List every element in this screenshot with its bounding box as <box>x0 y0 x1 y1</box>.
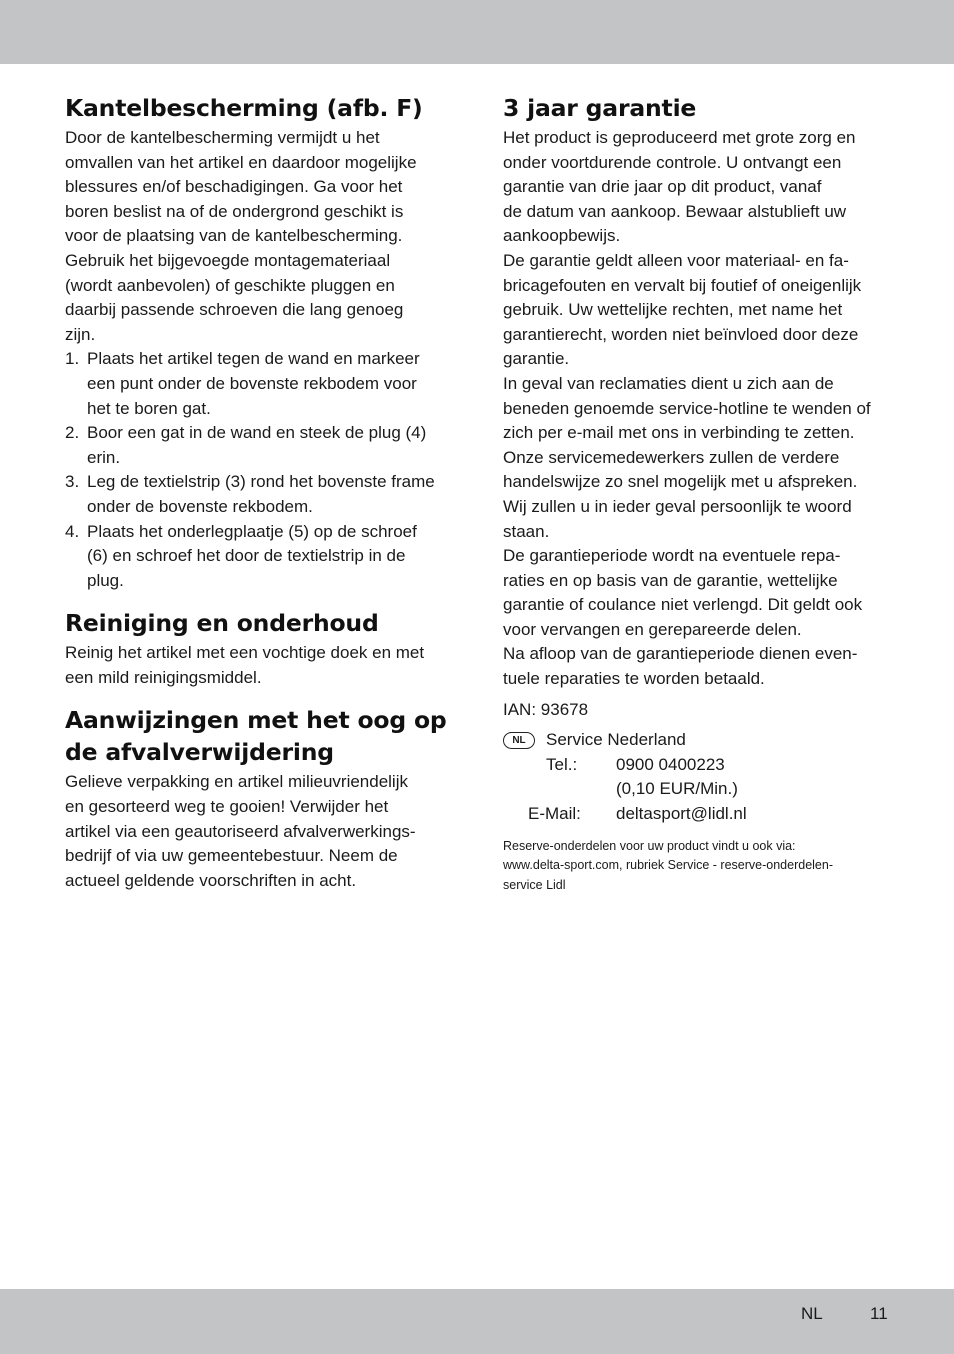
left-column <box>65 92 457 907</box>
text-line: Het product is geproduceerd met grote zorg en <box>503 128 856 147</box>
service-tel-row <box>503 753 895 778</box>
text-line: daarbij passende schroeven die lang genoeg <box>65 300 404 320</box>
text-line: voor vervangen en gerepareerde delen. <box>503 619 802 639</box>
step-number: 2. <box>65 423 80 443</box>
text-line: bricagefouten en vervalt bij foutief of oneigenlijk <box>503 275 862 295</box>
section-title: 3 jaar garantie <box>503 94 697 122</box>
text-line: beneden genoemde service-hotline te wenden of <box>503 398 871 418</box>
text-line: De garantie geldt alleen voor materiaal- en fa- <box>503 250 849 270</box>
text-line: Onze servicemedewerkers zullen de verdere <box>503 447 840 467</box>
text-line: omvallen van het artikel en daardoor mogelijke <box>65 152 417 172</box>
service-rate-row <box>503 777 895 802</box>
text-line: blessures en/of beschadigingen. Ga voor het <box>65 177 403 197</box>
step-line: Plaats het onderlegplaatje (5) op de schroef <box>87 521 417 541</box>
text-line: artikel via een geautoriseerd afvalverwerkings- <box>65 821 416 841</box>
text-line: Reinig het artikel met een vochtige doek en met <box>65 643 425 663</box>
section-kantelbescherming <box>65 92 457 593</box>
text-line: de datum van aankoop. Bewaar alstublieft uw <box>503 201 847 221</box>
section-intro <box>65 126 457 347</box>
country-badge-icon: NL <box>503 732 535 749</box>
title-line: Aanwijzingen met het oog op <box>65 706 447 735</box>
header-band <box>0 0 954 64</box>
text-line: Gelieve verpakking en artikel milieuvriendelijk <box>65 772 408 792</box>
text-line: Na afloop van de garantieperiode dienen even- <box>503 644 858 664</box>
title-line: de afvalverwijdering <box>65 738 334 767</box>
text-line: (wordt aanbevolen) of geschikte pluggen en <box>65 275 395 295</box>
mail-label: E-Mail: <box>528 804 581 824</box>
text-line: bedrijf of via uw gemeentebestuur. Neem de <box>65 846 398 866</box>
text-line: handelswijze zo snel mogelijk met u afspreken. <box>503 472 858 492</box>
text-line: en gesorteerd weg te gooien! Verwijder het <box>65 797 389 817</box>
step-line: Plaats het artikel tegen de wand en markeer <box>87 349 420 369</box>
tel-rate: (0,10 EUR/Min.) <box>616 779 738 799</box>
section-reiniging <box>65 607 457 690</box>
text-line: aankoopbewijs. <box>503 226 621 246</box>
section-afvalverwijdering <box>65 704 457 893</box>
note-line: service Lidl <box>503 877 566 892</box>
text-line: actueel geldende voorschriften in acht. <box>65 870 357 890</box>
tel-label: Tel.: <box>546 754 578 774</box>
text-line: gebruik. Uw wettelijke rechten, met name het <box>503 300 843 320</box>
text-line: boren beslist na of de ondergrond geschikt is <box>65 201 404 221</box>
right-column <box>503 92 895 895</box>
step-number: 3. <box>65 472 80 492</box>
steps-list <box>65 347 457 593</box>
list-item <box>65 520 457 594</box>
step-line: plug. <box>87 570 124 590</box>
text-line: zijn. <box>65 324 96 344</box>
text-line: voor de plaatsing van de kantelbescherming. <box>65 226 403 246</box>
service-mail-row <box>503 802 895 827</box>
section-title <box>65 704 457 768</box>
note-line: www.delta-sport.com, rubriek Service - reserve-onderdelen- <box>503 858 833 873</box>
text-line: raties en op basis van de garantie, wettelijke <box>503 570 838 590</box>
text-line: garantierecht, worden niet beïnvloed door deze <box>503 324 859 344</box>
mail-value: deltasport@lidl.nl <box>616 804 747 824</box>
step-line: een punt onder de bovenste rekbodem voor <box>87 373 417 393</box>
page-number: 11 <box>870 1304 888 1323</box>
text-line: tuele reparaties te worden betaald. <box>503 669 765 689</box>
text-line: Door de kantelbescherming vermijdt u het <box>65 128 380 147</box>
note-line: Reserve-onderdelen voor uw product vindt u ook via: <box>503 838 796 853</box>
section-title: Reiniging en onderhoud <box>65 609 379 638</box>
step-line: onder de bovenste rekbodem. <box>87 496 313 516</box>
step-number: 4. <box>65 521 80 541</box>
text-line: Gebruik het bijgevoegde montagemateriaal <box>65 250 391 270</box>
text-line: In geval van reclamaties dient u zich aan de <box>503 373 834 393</box>
text-line: garantie. <box>503 349 570 369</box>
text-line: staan. <box>503 521 550 541</box>
service-title: Service Nederland <box>546 730 686 750</box>
footer-language: NL <box>801 1304 823 1323</box>
list-item <box>65 470 457 519</box>
text-line: garantie of coulance niet verlengd. Dit geldt ook <box>503 595 863 615</box>
step-line: Boor een gat in de wand en steek de plug (4) <box>87 423 427 443</box>
step-line: erin. <box>87 447 121 467</box>
list-item <box>65 347 457 421</box>
spare-parts-note <box>503 837 895 896</box>
text-line: De garantieperiode wordt na eventuele repa- <box>503 546 841 566</box>
step-line: (6) en schroef het door de textielstrip in de <box>87 546 406 566</box>
text-line: onder voortdurende controle. U ontvangt een <box>503 152 842 172</box>
step-number: 1. <box>65 349 80 369</box>
guarantee-text <box>503 126 895 692</box>
text-line: Wij zullen u in ieder geval persoonlijk te woord <box>503 496 852 516</box>
service-header-row <box>503 728 895 753</box>
step-line: Leg de textielstrip (3) rond het bovenste frame <box>87 472 435 492</box>
section-title: Kantelbescherming (afb. F) <box>65 94 423 122</box>
text-line: garantie van drie jaar op dit product, vanaf <box>503 177 822 197</box>
step-line: het te boren gat. <box>87 398 211 418</box>
text-line: zich per e-mail met ons in verbinding te zetten. <box>503 423 855 443</box>
ian-number: IAN: 93678 <box>503 699 589 719</box>
text-line: een mild reinigingsmiddel. <box>65 667 262 687</box>
list-item <box>65 421 457 470</box>
service-block <box>503 728 895 826</box>
tel-value: 0900 0400223 <box>616 754 725 774</box>
